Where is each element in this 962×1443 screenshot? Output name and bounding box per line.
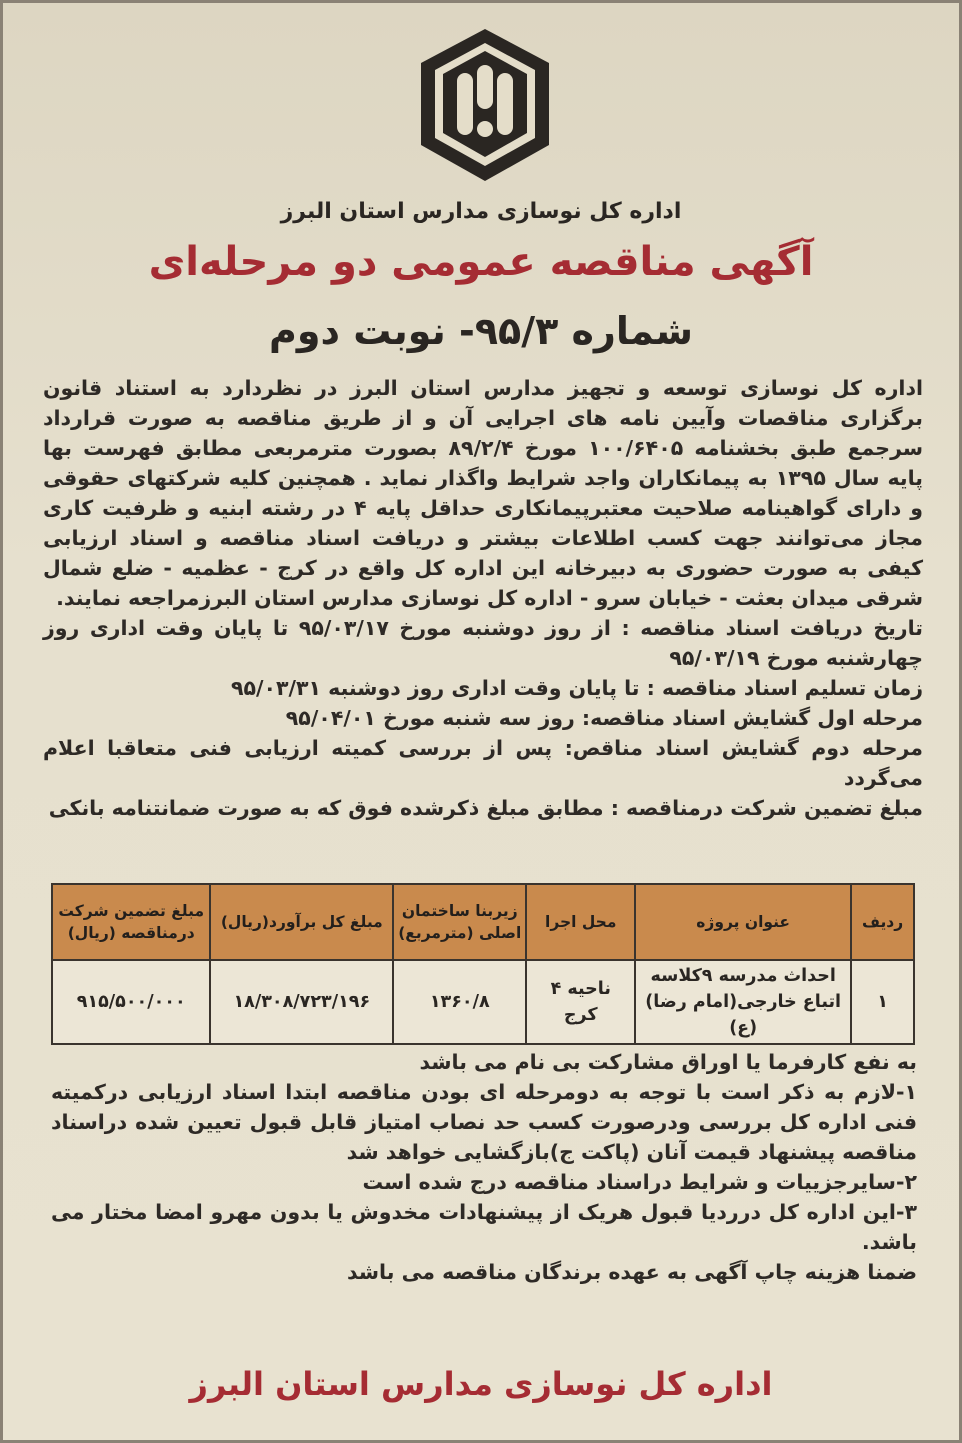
cell-estimate: ۱۸/۳۰۸/۷۲۳/۱۹۶: [210, 960, 393, 1044]
table-row: [52, 960, 914, 1044]
column-header-location: محل اجرا: [526, 884, 635, 960]
note-3: ۳-این اداره کل درردیا قبول هریک از پیشنهادات مخدوش یا بدون مهرو امضا مختار می باشد.: [51, 1200, 917, 1254]
beneficiary-line: به نفع کارفرما یا اوراق مشارکت بی نام می باشد: [419, 1050, 917, 1074]
notes-section: [51, 1047, 917, 1287]
advertising-cost-note: ضمنا هزینه چاپ آگهی به عهده برندگان مناقصه می باشد: [347, 1260, 917, 1284]
cell-index: ۱: [851, 960, 914, 1044]
organization-name: اداره کل نوسازی مدارس استان البرز: [280, 199, 682, 224]
opening-first-stage: مرحله اول گشایش اسناد مناقصه: روز سه شنبه مورخ ۹۵/۰۴/۰۱: [285, 706, 923, 730]
column-header-project: عنوان پروژه: [635, 884, 851, 960]
cell-area: ۱۳۶۰/۸: [393, 960, 526, 1044]
opening-second-stage: مرحله دوم گشایش اسناد مناقص: پس از بررسی کمیته ارزیابی فنی متعاقبا اعلام می‌گردد: [43, 736, 923, 790]
ministry-emblem-icon: [415, 25, 555, 185]
submit-time: زمان تسلیم اسناد مناقصه : تا پایان وقت اداری روز دوشنبه ۹۵/۰۳/۳۱: [230, 676, 923, 700]
footer-signature: اداره کل نوسازی مدارس استان البرز: [189, 1365, 773, 1403]
column-header-area: زیربنا ساختمان اصلی (مترمربع): [393, 884, 526, 960]
intro-paragraph: اداره کل نوسازی توسعه و تجهیز مدارس استان البرز در نظردارد به استناد قانون برگزاری مناقصات وآیین نامه های اجرایی آن و از طریق مناقصه به صورت قرارداد سرجمع طبق بخشنامه ۱۰۰/۶۴۰۵ مورخ ۸۹/۲/۴ بصورت مترمربعی مطابق فهرست بها پایه سال ۱۳۹۵ به پیمانکاران واجد شرایط واگذار نماید . همچنین کلیه شرکتهای حقوقی و دارای گواهینامه صلاحیت معتبرپیمانکاری حداقل پایه ۴ در رشته ابنیه و ظرفیت کاری مجاز می‌توانند جهت کسب اطلاعات بیشتر و دریافت اسناد مناقصه و اسناد ارزیابی کیفی به صورت حضوری به دبیرخانه این اداره کل واقع در کرج - عظمیه - ضلع شمال شرقی میدان بعثت - خیابان سرو - اداره کل نوسازی مدارس استان البرزمراجعه نمایند.: [43, 376, 923, 610]
note-1: ۱-لازم به ذکر است با توجه به دومرحله ای بودن مناقصه ابتدا اسناد ارزیابی درکمیته فنی اداره کل بررسی ودرصورت کسب حد نصاب امتیاز قابل قبول تعیین شده دراسناد مناقصه پیشنهاد قیمت آنان (پاکت ج)بازگشایی خواهد شد: [51, 1080, 917, 1164]
notice-number: شماره ۹۵/۳- نوبت دوم: [269, 309, 693, 353]
cell-project: احداث مدرسه ۹کلاسه اتباع خارجی(امام رضا)(ع): [635, 960, 851, 1044]
column-header-index: ردیف: [851, 884, 914, 960]
note-2: ۲-سایرجزییات و شرایط دراسناد مناقصه درج شده است: [362, 1170, 917, 1194]
column-header-estimate: مبلغ کل برآورد(ریال): [210, 884, 393, 960]
cell-guarantee: ۹۱۵/۵۰۰/۰۰۰: [52, 960, 210, 1044]
project-table: [51, 883, 915, 1045]
cell-location: ناحیه ۴ کرج: [526, 960, 635, 1044]
guarantee-amount: مبلغ تضمین شرکت درمناقصه : مطابق مبلغ ذکرشده فوق که به صورت ضمانتنامه بانکی: [48, 796, 923, 820]
notice-title: آگهی مناقصه عمومی دو مرحله‌ای: [148, 239, 814, 285]
receive-dates: تاریخ دریافت اسناد مناقصه : از روز دوشنبه مورخ ۹۵/۰۳/۱۷ تا پایان وقت اداری روز چهارشنبه مورخ ۹۵/۰۳/۱۹: [43, 616, 923, 670]
column-header-guarantee: مبلغ تضمین شرکت درمناقصه (ریال): [52, 884, 210, 960]
notice-body: [43, 373, 923, 823]
table-header-row: [52, 884, 914, 960]
